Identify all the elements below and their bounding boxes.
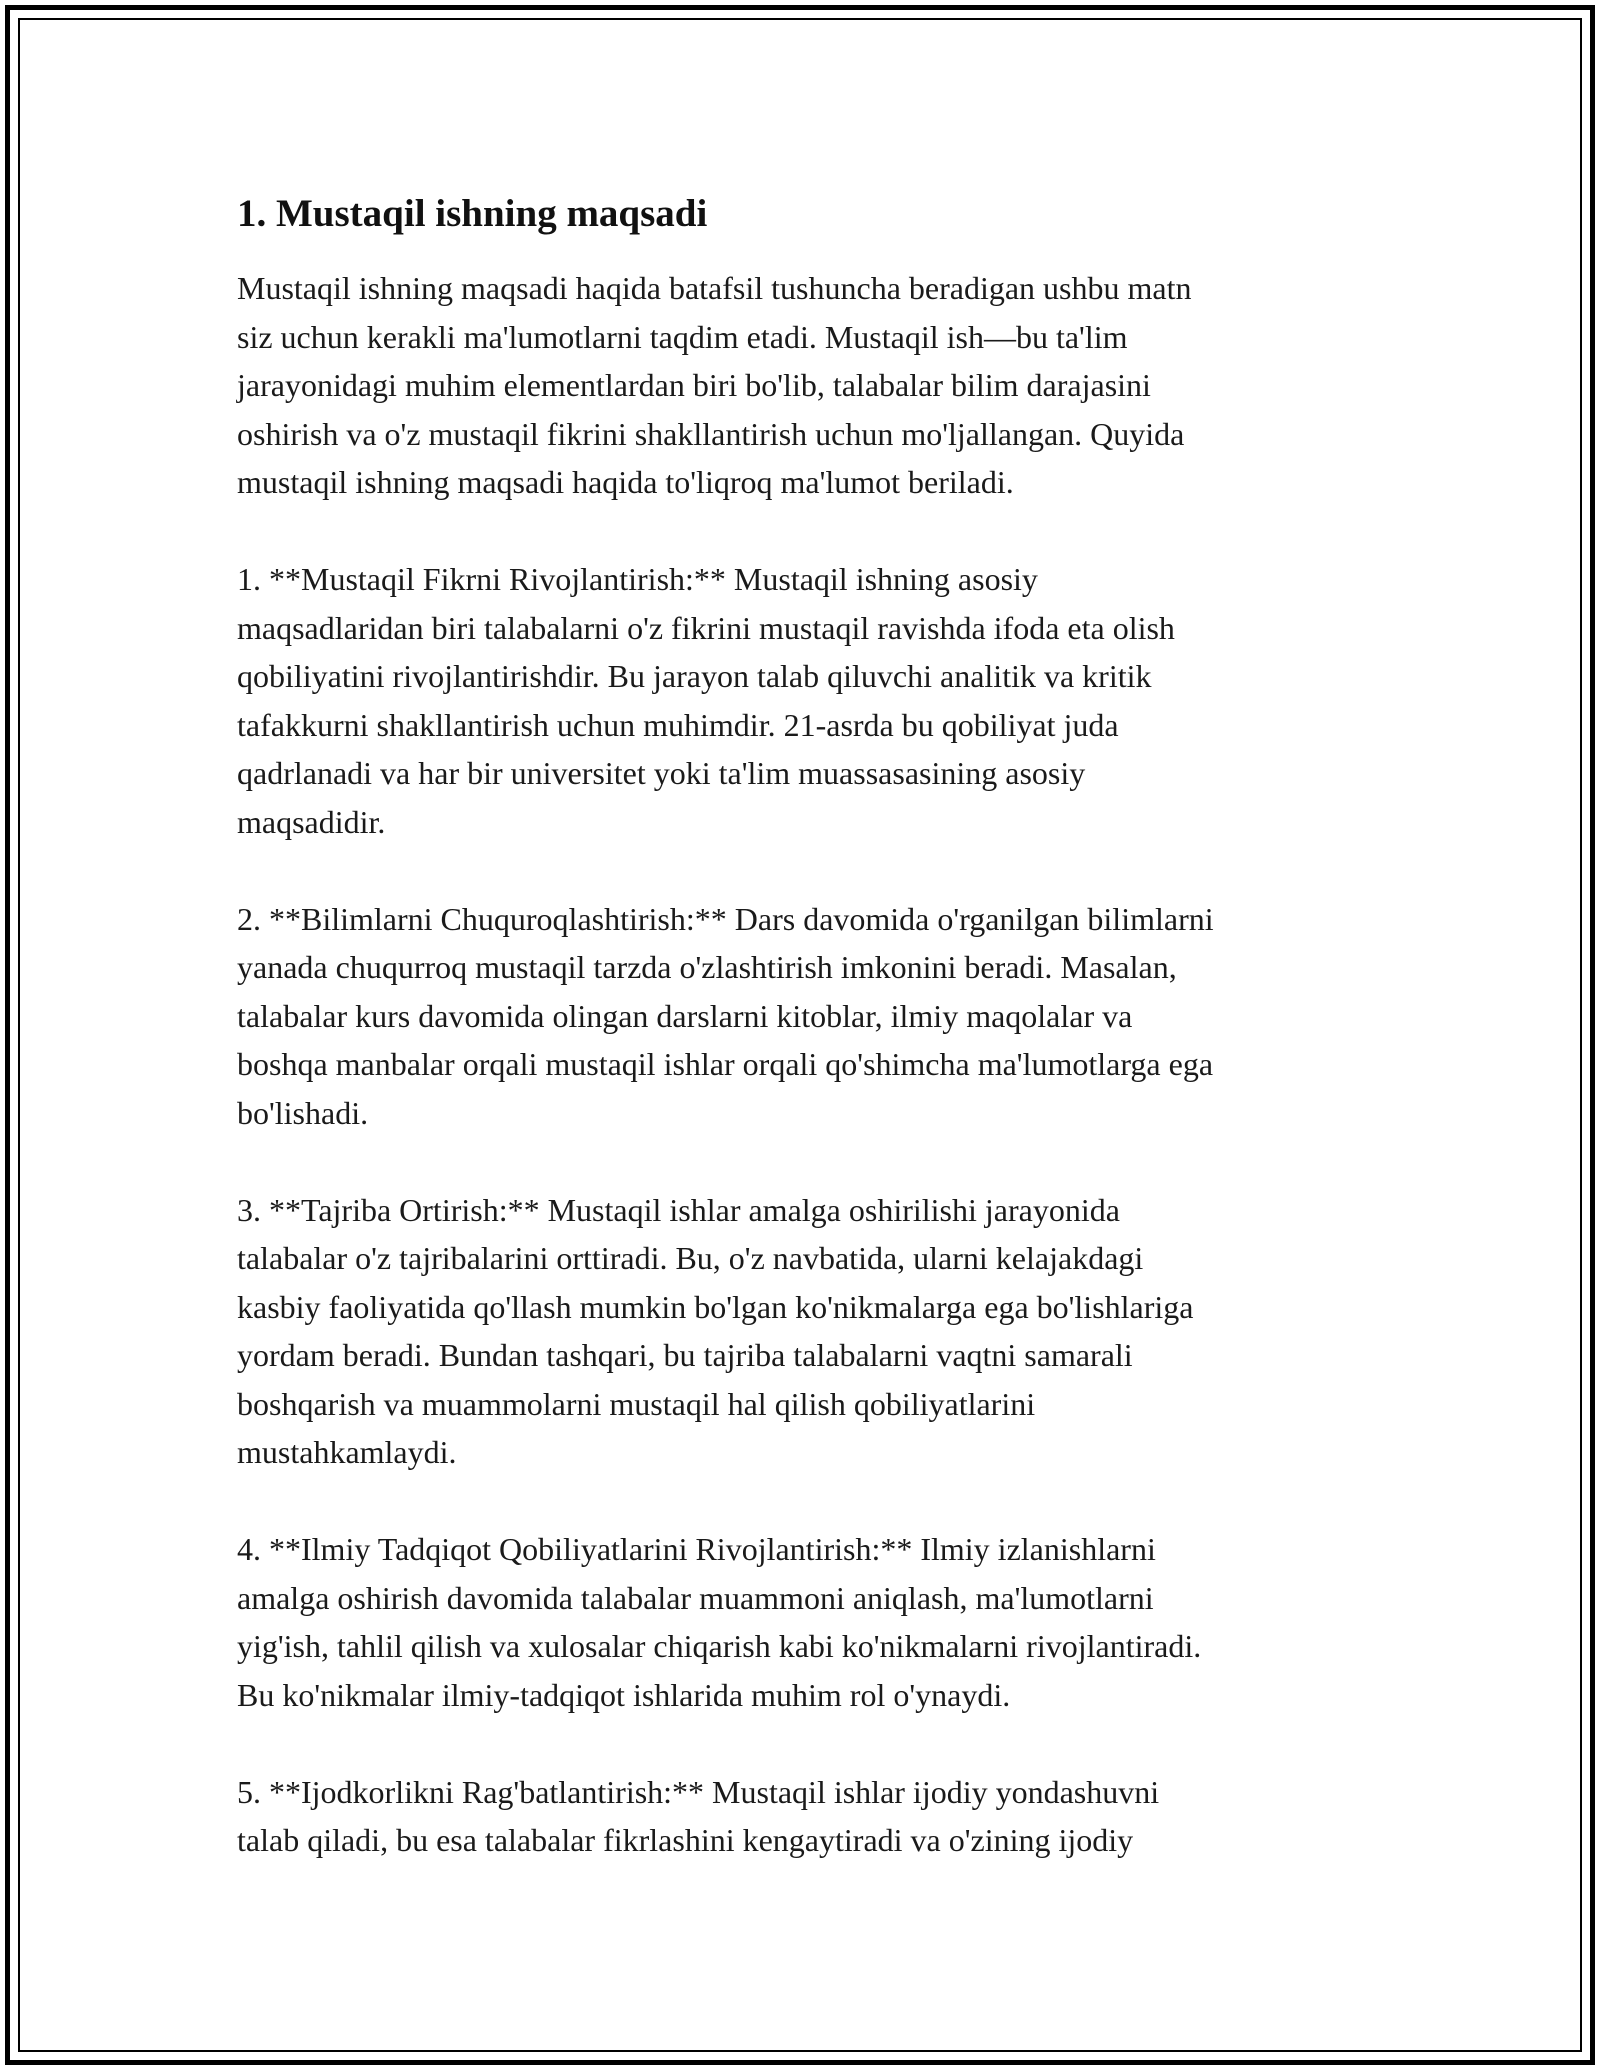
section-body-text: Mustaqil ishning maqsadi haqida batafsil tushuncha beradigan ushbu matn siz uchun kerakli ma'lumotlarni taqdim etadi. Mustaqil ish—bu ta'lim jarayonidagi muhim elementlardan biri bo'lib, talabalar bilim darajasini oshirish va o'z mustaqil fikrini shakllantirish uchun mo'ljallangan. Quyida mustaqil ishning maqsadi haqida to'liqroq ma'lumot beriladi. 1. **Mustaqil Fikrni Rivojlantirish:** Mustaqil ishning asosiy maqsadlaridan biri talabalarni o'z fikrini mustaqil ravishda ifoda eta olish qobiliyatini rivojlantirishdir. Bu jarayon talab qiluvchi analitik va kritik tafakkurni shakllantirish uchun muhimdir. 21-asrda bu qobiliyat juda qadrlanadi va har bir universitet yoki ta'lim muassasasining asosiy maqsadidir. 2. **Bilimlarni Chuquroqlashtirish:** Dars davomida o'rganilgan bilimlarni yanada chuqurroq mustaqil tarzda o'zlashtirish imkonini beradi. Masalan, talabalar kurs davomida olingan darslarni kitoblar, ilmiy maqolalar va boshqa manbalar orqali mustaqil ishlar orqali qo'shimcha ma'lumotlarga ega bo'lishadi. 3. **Tajriba Ortirish:** Mustaqil ishlar amalga oshirilishi jarayonida talabalar o'z tajribalarini orttiradi. Bu, o'z navbatida, ularni kelajakdagi kasbiy faoliyatida qo'llash mumkin bo'lgan ko'nikmalarga ega bo'lishlariga yordam beradi. Bundan tashqari, bu tajriba talabalarni vaqtni samarali boshqarish va muammolarni mustaqil hal qilish qobiliyatlarini mustahkamlaydi. 4. **Ilmiy Tadqiqot Qobiliyatlarini Rivojlantirish:** Ilmiy izlanishlarni amalga oshirish davomida talabalar muammoni aniqlash, ma'lumotlarni yig'ish, tahlil qilish va xulosalar chiqarish kabi ko'nikmalarni rivojlantiradi. Bu ko'nikmalar ilmiy-tadqiqot ishlarida muhim rol o'ynaydi. 5. **Ijodkorlikni Rag'batlantirish:** Mustaqil ishlar ijodiy yondashuvni talab qiladi, bu esa talabalar fikrlashini kengaytiradi va o'zining ijodiy bbox=[237, 270, 1214, 1858]
document-content bbox=[237, 184, 1387, 1865]
section-heading: 1. Mustaqil ishning maqsadi bbox=[237, 192, 708, 235]
